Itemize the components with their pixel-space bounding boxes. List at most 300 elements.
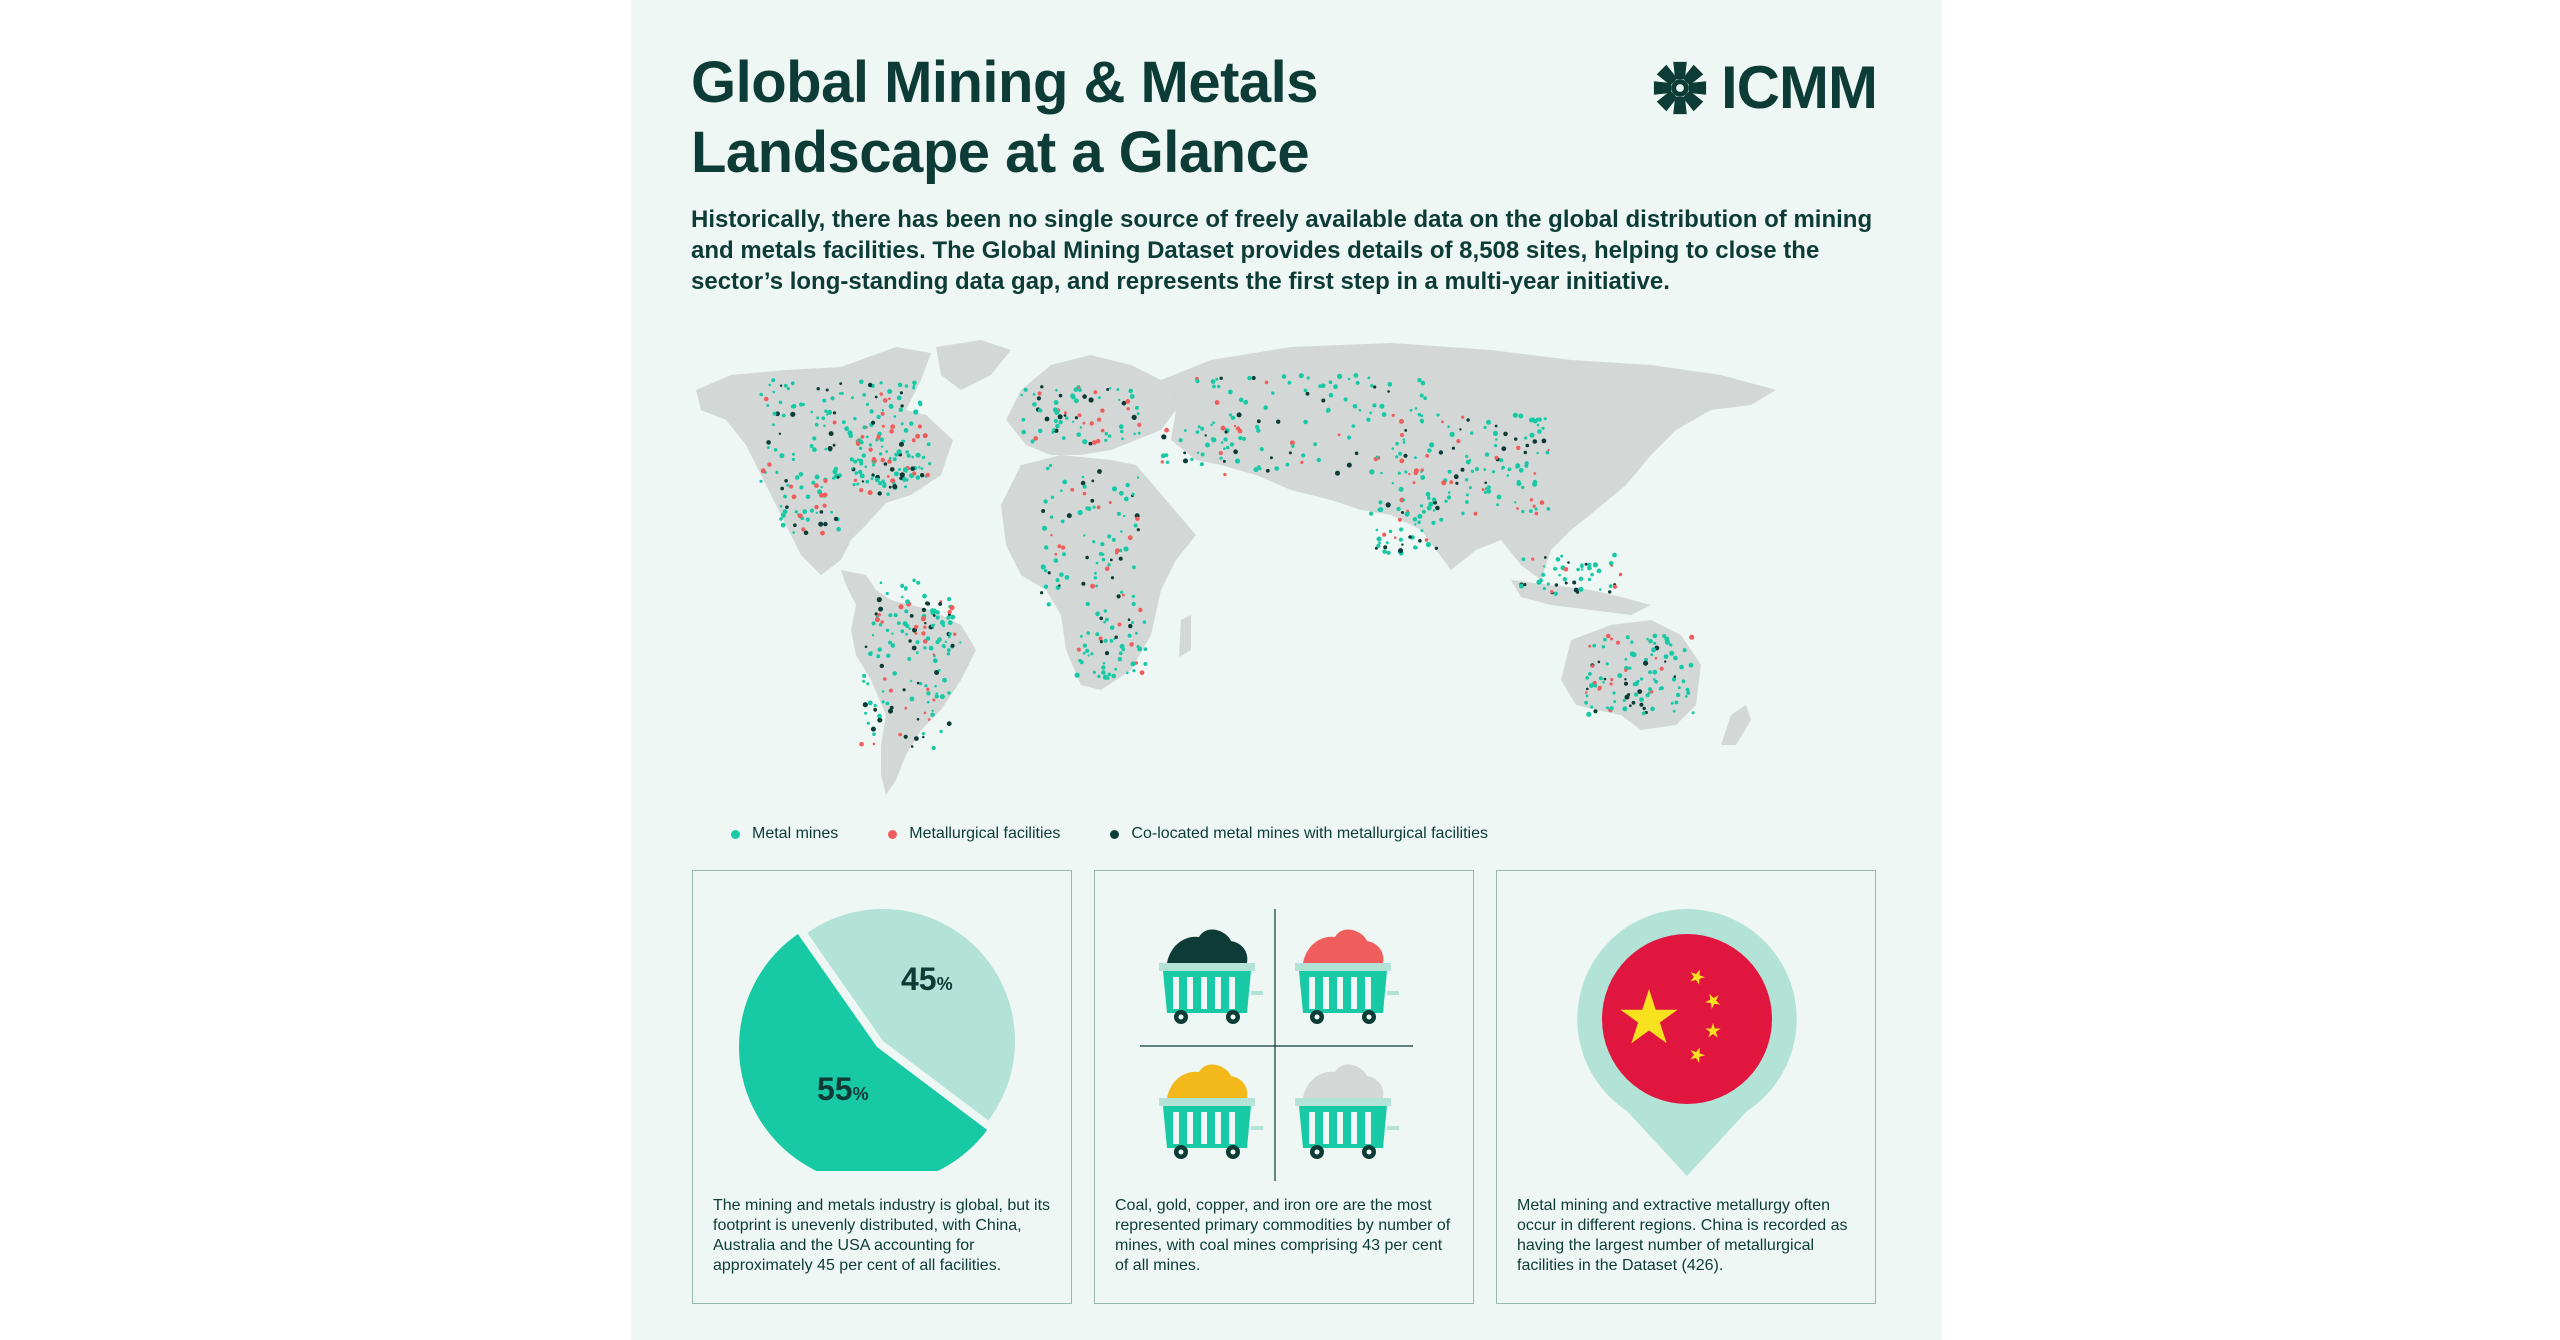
facility-dot [1183,452,1186,455]
facility-dot [1623,699,1626,702]
facility-dot [1386,541,1389,544]
facility-dot [1496,503,1499,506]
facility-dot [1022,418,1026,422]
facility-dot [1111,674,1116,679]
facility-dot [1639,697,1644,702]
facility-dot [872,621,876,625]
facility-dot [1184,429,1187,432]
facility-dot [1219,451,1223,455]
facility-dot [1403,441,1406,444]
facility-dot [1585,676,1589,680]
facility-dot [1095,585,1098,588]
facility-dot [862,453,866,457]
facility-dot [1024,388,1028,392]
facility-dot [1127,407,1130,410]
facility-dot [1572,581,1576,585]
facility-dot [932,699,935,702]
facility-dot [819,493,824,498]
facility-dot [1454,474,1459,479]
facility-dot [879,623,882,626]
facility-dot [1132,565,1136,569]
facility-dot [1403,438,1406,441]
facility-dot [1120,644,1125,649]
facility-dot [1105,566,1110,571]
facility-dot [874,704,877,707]
facility-dot [787,387,790,390]
facility-dot [901,422,904,425]
facility-dot [908,639,911,642]
facility-dot [1613,585,1617,589]
facility-dot [1161,453,1166,458]
facility-dot [868,448,872,452]
facility-dot [1080,426,1082,428]
facility-dot [1352,424,1356,428]
facility-dot [1414,523,1416,525]
facility-dot [1335,471,1340,476]
facility-dot [1669,643,1672,646]
facility-dot [1689,663,1694,668]
facility-dot [1408,535,1412,539]
facility-dot [1632,701,1636,705]
facility-dot [1392,447,1395,450]
facility-dot [1211,379,1216,384]
facility-dot [844,426,849,431]
facility-dot [851,396,854,399]
facility-dot [1070,488,1074,492]
facility-dot [1466,493,1469,496]
facility-dot [942,644,946,648]
facility-dot [886,592,889,595]
icmm-logo [1651,55,1896,121]
facility-dot [1466,418,1469,421]
facility-dot [1613,700,1616,703]
facility-dot [1099,617,1103,621]
facility-dot [828,446,833,451]
facility-dot [1555,583,1558,586]
facility-dot [1321,399,1325,403]
facility-dot [818,522,823,527]
facility-dot [1252,376,1256,380]
facility-dot [1233,449,1238,454]
facility-dot [910,680,912,682]
facility-dot [1242,437,1246,441]
facility-dot [1058,584,1060,586]
facility-dot [934,685,937,688]
facility-dot [1689,635,1694,640]
facility-dot [875,617,880,622]
facility-dot [1426,492,1431,497]
facility-dot [1406,510,1409,513]
facility-dot [1093,671,1096,674]
facility-dot [881,479,884,482]
facility-dot [854,479,857,482]
facility-dot [1132,415,1137,420]
facility-dot [814,483,819,488]
facility-dot [927,442,931,446]
facility-dot [1054,558,1059,563]
facility-dot [1426,542,1431,547]
facility-dot [1624,682,1628,686]
facility-dot [1674,701,1678,705]
facility-dot [1120,591,1123,594]
facility-dot [869,443,872,446]
facility-dot [1624,669,1627,672]
facility-dot [1427,496,1431,500]
facility-dot [829,431,834,436]
pct-sign: % [936,974,953,994]
facility-dot [1102,558,1106,562]
facility-dot [893,457,897,461]
facility-dot [1225,430,1228,433]
facility-dot [1523,583,1526,586]
facility-dot [915,434,920,439]
page-title [691,48,1591,188]
facility-dot [791,381,795,385]
facility-dot [929,646,934,651]
facility-dot [780,385,782,387]
facility-dot [1369,412,1372,415]
facility-dot [898,733,902,737]
facility-dot [1625,658,1628,661]
facility-dot [1083,485,1087,489]
facility-dot [1516,446,1520,450]
facility-dot [1413,481,1416,484]
facility-dot [833,444,836,447]
facility-dot [1672,677,1676,681]
facility-dot [859,742,864,747]
facility-dot [1499,458,1503,462]
facility-dot [1075,416,1078,419]
facility-dot [1126,483,1130,487]
facility-dot [1413,545,1417,549]
facility-dot [793,523,797,527]
facility-dot [1377,537,1382,542]
facility-dot [1072,421,1074,423]
facility-dot [824,448,827,451]
facility-dot [1420,504,1423,507]
facility-dot [1104,439,1107,442]
facility-dot [918,401,922,405]
commodities-panel [1094,870,1474,1304]
facility-dot [1610,682,1613,685]
facility-dot [1094,576,1097,579]
facility-dot [1086,602,1090,606]
facility-dot [1235,458,1240,463]
facility-dot [888,709,893,714]
facility-dot [1049,464,1052,467]
facility-dot [1593,681,1597,685]
facility-dot [1105,651,1109,655]
facility-dot [1090,584,1095,589]
facility-dot [1110,625,1115,630]
legend-label: Metallurgical facilities [909,825,1061,842]
facility-dot [1354,373,1359,378]
facility-dot [949,605,954,610]
facility-dot [1128,535,1133,540]
facility-dot [859,488,863,492]
facility-dot [1101,429,1105,433]
facility-dot [1382,549,1387,554]
facility-dot [1123,515,1125,517]
facility-dot [830,511,833,514]
facility-dot [1678,686,1681,689]
facility-dot [953,633,956,636]
facility-dot [1637,689,1642,694]
facility-dot [865,646,868,649]
facility-dot [822,416,826,420]
facility-dot [1111,576,1114,579]
facility-dot [1097,675,1100,678]
facility-dot [1099,552,1103,556]
facility-dot [1326,410,1329,413]
facility-dot [1508,467,1512,471]
facility-dot [1179,438,1183,442]
facility-dot [1054,400,1059,405]
facility-dot [1535,512,1539,516]
facility-dot [1455,482,1458,485]
facility-dot [1627,693,1630,696]
facility-dot [892,484,897,489]
facility-dot [872,732,876,736]
facility-dot [869,409,873,413]
facility-dot [779,453,784,458]
infographic-card [631,0,1942,1340]
map-legend [731,822,1538,846]
facility-dot [889,689,893,693]
facility-dot [890,424,895,429]
facility-dot [1076,432,1081,437]
facility-dot [912,438,916,442]
facility-dot [1584,701,1588,705]
facility-dot [1306,392,1310,396]
facility-dot [1565,582,1568,585]
facility-dot [771,378,775,382]
facility-dot [1593,562,1598,567]
facility-dot [1626,635,1630,639]
facility-dot [1220,377,1223,380]
facility-dot [1247,376,1251,380]
facility-dot [1674,675,1677,678]
facility-dot [822,399,826,403]
facility-dot [859,462,863,466]
facility-dot [1205,434,1207,436]
facility-dot [1400,433,1404,437]
facility-dot [784,479,788,483]
facility-dot [1317,458,1321,462]
legend-dot-red [888,830,897,839]
facility-dot [947,691,951,695]
facility-dot [1067,513,1072,518]
facility-dot [878,647,882,651]
facility-dot [1432,497,1436,501]
facility-dot [1522,557,1526,561]
facility-dot [767,446,770,449]
facility-dot [1198,425,1201,428]
pct-sign: % [852,1084,869,1104]
facility-dot [1257,419,1261,423]
facility-dot [1389,530,1392,533]
facility-dot [1134,524,1138,528]
facility-dot [1107,534,1111,538]
legend-item-metal-mines [731,825,838,843]
facility-dot [1074,387,1079,392]
facility-dot [942,678,947,683]
facility-dot [1383,545,1387,549]
facility-dot [872,463,875,466]
facility-dot [1234,425,1236,427]
facility-dot [1128,389,1133,394]
facility-dot [899,604,904,609]
facility-dot [1553,567,1557,571]
facility-dot [922,736,924,738]
facility-dot [899,477,902,480]
facility-dot [1289,451,1292,454]
facility-dot [1205,443,1210,448]
facility-dot [903,440,906,443]
facility-dot [783,509,788,514]
facility-dot [885,450,888,453]
facility-dot [1266,469,1270,473]
facility-dot [1347,435,1351,439]
facility-dot [1380,404,1385,409]
facility-dot [833,421,837,425]
facility-dot [922,608,926,612]
facility-dot [1131,661,1136,666]
facility-dot [1579,587,1584,592]
facility-dot [1399,527,1403,531]
facility-dot [1215,378,1218,381]
facility-dot [1648,687,1652,691]
facility-dot [1117,594,1121,598]
facility-dot [1590,573,1594,577]
facility-dot [1078,413,1082,417]
facility-dot [830,396,834,400]
facility-dot [1040,591,1043,594]
facility-dot [888,398,891,401]
facility-dot [1533,472,1536,475]
facility-dot [1532,482,1537,487]
facility-dot [932,710,934,712]
facility-dot [1143,620,1147,624]
facility-dot [950,615,955,620]
facility-dot [936,615,940,619]
facility-dot [1529,509,1533,513]
facility-dot [790,412,795,417]
facility-dot [1045,417,1050,422]
facility-dot [1484,491,1487,494]
facility-dot [851,467,853,469]
facility-dot [1082,439,1087,444]
facility-dot [880,392,883,395]
facility-dot [1050,515,1053,518]
facility-dot [1130,394,1135,399]
facility-dot [823,493,827,497]
facility-dot [1630,651,1635,656]
facility-dot [916,581,920,585]
facility-dot [1329,393,1334,398]
facility-dot [926,636,931,641]
facility-dot [862,393,866,397]
facility-dot [1599,588,1602,591]
facility-dot [1683,648,1687,652]
facility-dot [1542,439,1547,444]
facility-dot [1539,578,1543,582]
facility-dot [894,415,897,418]
facility-dot [938,602,942,606]
facility-dot [766,404,769,407]
facility-dot [1439,450,1443,454]
facility-dot [1593,709,1597,713]
facility-dot [789,485,793,489]
facility-dot [1420,419,1424,423]
facility-dot [1239,398,1244,403]
facility-dot [910,697,915,702]
facility-dot [875,396,878,399]
facility-dot [1106,676,1109,679]
facility-dot [1456,439,1460,443]
facility-dot [922,594,927,599]
facility-dot [1065,575,1070,580]
facility-dot [1092,540,1095,543]
facility-dot [1531,558,1534,561]
facility-dot [904,609,908,613]
facility-dot [1503,432,1508,437]
facility-dot [855,471,859,475]
facility-dot [1097,505,1101,509]
pie-label-55 [817,1071,869,1108]
facility-dot [1597,569,1602,574]
facility-dot [823,425,826,428]
facility-dot [775,471,778,474]
facility-dot [1669,651,1674,656]
facility-dot [1123,546,1128,551]
facility-dot [918,466,920,468]
facility-dot [1653,642,1656,645]
facility-dot [930,713,934,717]
facility-dot [1075,673,1080,678]
facility-dot [1376,529,1379,532]
facility-dot [1300,461,1303,464]
facility-dot [1366,418,1370,422]
facility-dot [1435,506,1440,511]
facility-dot [1394,536,1397,539]
pie-value-45: 45 [901,961,937,997]
facility-dot [1042,526,1047,531]
facility-dot [1033,436,1038,441]
facility-dot [1120,530,1123,533]
facility-dot [1348,378,1351,381]
facility-dot [1564,567,1569,572]
facility-dot [879,452,882,455]
facility-dot [1420,394,1424,398]
facility-dot [860,440,864,444]
facility-dot [1436,413,1439,416]
facility-dot [917,682,920,685]
facility-dot [859,447,862,450]
facility-dot [926,473,930,477]
facility-dot [1403,454,1407,458]
facility-dot [1486,420,1491,425]
facility-dot [1038,391,1042,395]
title-line-2: Landscape at a Glance [691,120,1310,185]
copper-cart-icon [1295,929,1399,1024]
facility-dot [1370,384,1373,387]
facility-dot [1221,426,1226,431]
facility-dot [1671,702,1674,705]
facility-dot [927,701,930,704]
facility-dot [940,730,943,733]
facility-dot [766,440,771,445]
